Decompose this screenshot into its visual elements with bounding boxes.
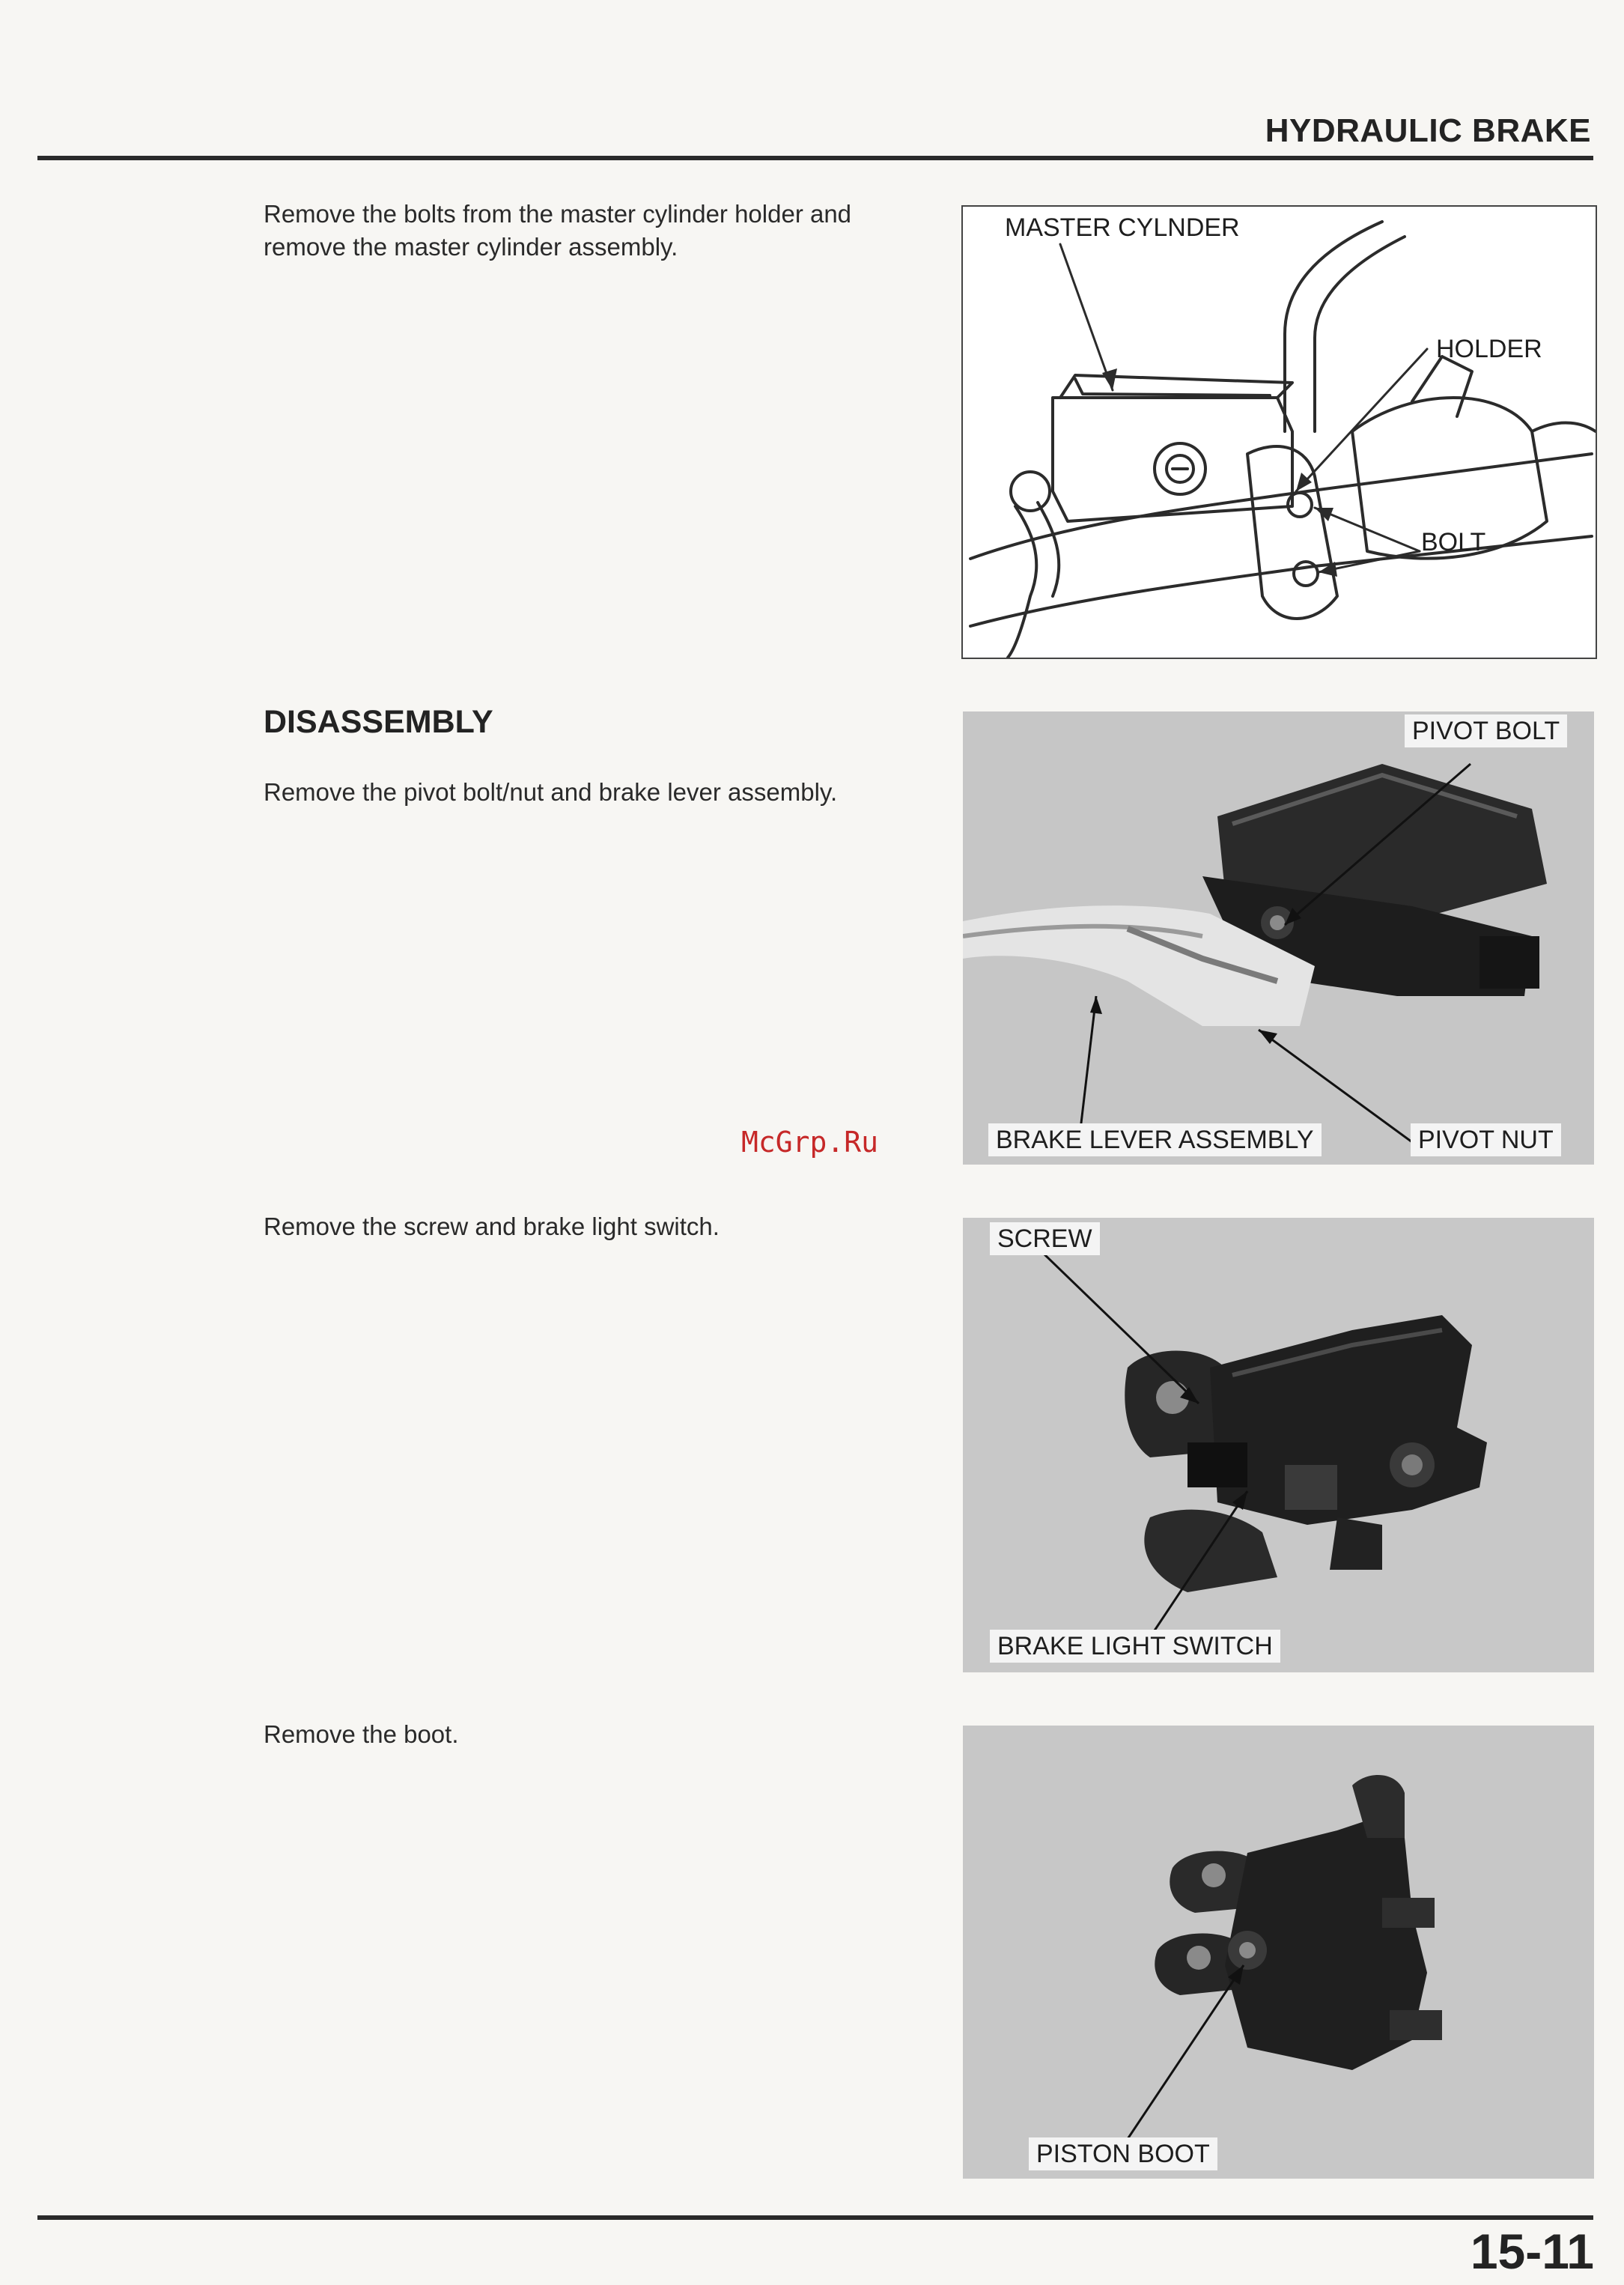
- brake-light-switch-photo: [963, 1218, 1594, 1672]
- figure-brake-lever-pivot: [963, 711, 1594, 1165]
- footer-rule: [37, 2215, 1593, 2220]
- label-bolt: BOLT: [1421, 528, 1486, 556]
- page-number: 15-11: [1470, 2224, 1594, 2279]
- header-rule: [37, 156, 1593, 160]
- label-master-cylinder: MASTER CYLNDER: [1005, 213, 1240, 242]
- master-cylinder-line-drawing: [963, 207, 1596, 658]
- label-pivot-bolt: PIVOT BOLT: [1405, 714, 1567, 747]
- page-header-title: HYDRAULIC BRAKE: [1265, 112, 1591, 149]
- step-text-remove-master-cylinder: Remove the bolts from the master cylinder holder and remove the master cylinder assembly.: [264, 200, 852, 261]
- label-pivot-nut: PIVOT NUT: [1411, 1123, 1561, 1156]
- step-text-remove-screw: Remove the screw and brake light switch.: [264, 1213, 720, 1240]
- label-brake-light-switch: BRAKE LIGHT SWITCH: [990, 1630, 1280, 1663]
- watermark-text: McGrp.Ru: [741, 1126, 879, 1159]
- piston-boot-photo: [963, 1726, 1594, 2179]
- label-brake-lever-assembly: BRAKE LEVER ASSEMBLY: [988, 1123, 1322, 1156]
- label-piston-boot: PISTON BOOT: [1029, 2137, 1217, 2170]
- brake-lever-photo: [963, 711, 1594, 1165]
- figure-piston-boot: [963, 1726, 1594, 2179]
- section-heading-disassembly: DISASSEMBLY: [264, 704, 493, 740]
- label-screw: SCREW: [990, 1222, 1100, 1255]
- figure-brake-light-switch: [963, 1218, 1594, 1672]
- label-holder: HOLDER: [1436, 335, 1542, 363]
- figure-master-cylinder-holder: [961, 205, 1597, 659]
- step-text-remove-pivot-bolt: Remove the pivot bolt/nut and brake lever assembly.: [264, 778, 838, 806]
- step-text-remove-boot: Remove the boot.: [264, 1720, 459, 1748]
